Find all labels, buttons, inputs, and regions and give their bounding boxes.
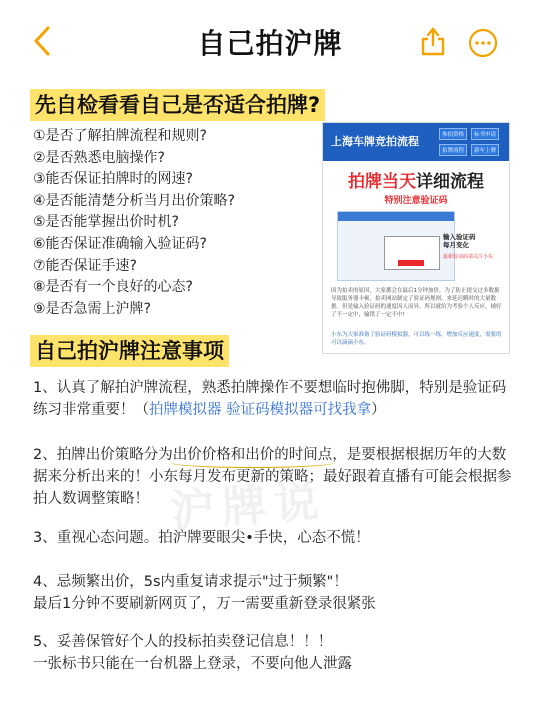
list-item: ⑦能否保证手速? — [33, 257, 137, 274]
share-icon[interactable] — [420, 26, 446, 56]
image-subtitle: 特别注意验证码 — [384, 196, 448, 206]
section-heading-notes — [30, 332, 229, 368]
note-text: 1、认真了解拍沪牌流程，熟悉拍牌操作不要想临时抱佛脚，特别是验证码练习非常重要！（ — [33, 380, 507, 418]
note-paragraph-4 — [33, 571, 513, 615]
note-text: 最后1分钟不要刷新网页了，万一需要重新登录很紧张 — [33, 596, 376, 612]
list-item: ⑨是否急需上沪牌? — [33, 300, 151, 317]
section-heading-text: 自己拍沪牌注意事项 — [35, 339, 224, 363]
captcha-hint-line2: 每月变化 — [443, 241, 469, 249]
image-header-title: 上海车牌竞拍流程 — [331, 135, 419, 148]
image-body-text: 因为拍卖的原因，大家都会在最后1分钟加价，为了防止提交过多数据导致服务器卡顿，拍卖网站制定了验证码规则，来延迟瞬时的大量数据。但是输入验证码的速度因人而异，所以就给为考验个人反应，辅好了不一定中，输错了一定不中! — [331, 288, 502, 318]
note-paragraph-5 — [33, 631, 513, 675]
note-text: 2、拍牌出价策略分为 — [33, 447, 173, 463]
note-paragraph-2 — [33, 444, 513, 510]
more-icon[interactable] — [468, 28, 498, 58]
image-tag: 参拍资格 — [439, 128, 467, 140]
section-heading-self-check — [30, 86, 325, 122]
image-big-title-dark: 详细流程 — [416, 172, 484, 192]
list-item: ④是否能清楚分析当月出价策略? — [33, 192, 235, 209]
note-text: 3、重视心态问题。拍沪牌要眼尖•手快，心态不慌！ — [33, 530, 370, 546]
note-text: 4、忌频繁出价，5s内重复请求提示"过于频繁"！ — [33, 574, 348, 590]
captcha-hint-small: 最新验证码请关注小东 — [443, 254, 494, 260]
list-item: ③能否保证拍牌时的网速? — [33, 171, 193, 188]
note-text: 一张标书只能在一台机器上登录，不要向他人泄露 — [33, 656, 352, 672]
note-paragraph-1 — [33, 377, 513, 421]
list-item: ②是否熟悉电脑操作? — [33, 149, 165, 166]
note-text: ） — [371, 402, 386, 418]
page-title: 自己拍沪牌 — [197, 27, 343, 60]
screenshot-illustration — [337, 211, 455, 281]
watermark: 沪牌说 — [168, 475, 328, 538]
section-heading-text: 先自检看看自己是否适合拍牌? — [35, 93, 321, 117]
captcha-hint-line1: 输入验证码 — [443, 233, 476, 241]
highlighted-text: 出价价格和出价的时间点 — [172, 447, 333, 463]
list-item: ⑤是否能掌握出价时机? — [33, 214, 179, 231]
image-header — [323, 123, 509, 161]
top-bar — [0, 0, 540, 80]
note-text: 5、妥善保管好个人的投标拍卖登记信息！！！ — [33, 634, 333, 650]
list-item: ⑥能否保证准确输入验证码? — [33, 235, 207, 252]
simulator-link[interactable]: 拍牌模拟器 验证码模拟器可找我拿 — [149, 402, 372, 418]
image-body-text-blue: 小东为大家准备了验证码模拟器，可以练一练，增加反应速度，需要的可以滴滴小东。 — [331, 332, 502, 346]
bidding-process-image[interactable] — [322, 122, 510, 354]
list-item: ①是否了解拍牌流程和规则? — [33, 128, 207, 144]
image-tag: 拍牌流程 — [439, 144, 467, 156]
note-paragraph-3 — [33, 527, 513, 549]
note-text: ，是要根据根据历年的大数据来分析出来的！小东每月发布更新的策略；最好跟着直播有可能会根据参拍人数调整策略！ — [33, 447, 512, 507]
image-big-title — [323, 167, 509, 192]
image-tag: 标书申请 — [471, 128, 499, 140]
self-check-list — [33, 126, 303, 320]
image-big-title-red: 拍牌当天 — [348, 172, 416, 192]
list-item: ⑧是否有一个良好的心态? — [33, 279, 193, 296]
captcha-hint — [443, 233, 476, 249]
image-tag: 新车上牌 — [471, 144, 499, 156]
